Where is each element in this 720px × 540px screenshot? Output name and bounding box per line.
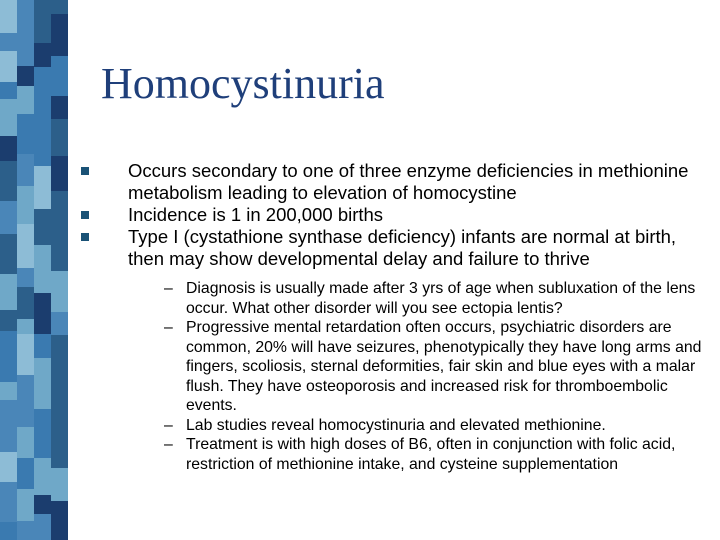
stripe-block [17,287,34,319]
stripe-block [51,0,68,14]
stripe-block [34,43,51,67]
stripe-block [34,426,51,458]
bullet-item [80,204,710,226]
stripe-block [17,31,34,66]
sub-bullet-item [80,435,710,474]
stripe-block [34,409,51,426]
stripe-block [51,515,68,540]
stripe-block [51,156,68,191]
stripe-block [17,131,34,154]
stripe-block [34,0,51,43]
dash-bullet-icon: – [164,319,173,336]
stripe-block [0,382,17,400]
slide-body [80,160,710,474]
stripe-block [17,334,34,375]
stripe-block [0,136,17,161]
stripe-block [34,166,51,209]
stripe-block [17,224,34,268]
stripe-block [34,271,51,293]
bullet-text: Incidence is 1 in 200,000 births [128,204,384,225]
stripe-block [51,56,68,96]
stripe-block [17,375,34,427]
square-bullet-icon [81,167,89,175]
stripe-block [17,268,34,287]
stripe-block [17,154,34,186]
stripe-block [0,201,17,234]
stripe-block [0,33,17,51]
stripe-block [0,400,17,452]
stripe-block [34,372,51,409]
square-bullet-icon [81,233,89,241]
stripe-block [34,495,51,514]
bullet-item [80,226,710,270]
stripe-block [51,14,68,56]
stripe-block [0,522,17,540]
square-bullet-icon [81,211,89,219]
stripe-block [17,319,34,334]
stripe-block [34,514,51,540]
stripe-block [0,310,17,331]
stripe-block [17,186,34,224]
stripe-block [34,293,51,334]
stripe-block [17,66,34,86]
stripe-block [34,115,51,166]
dash-bullet-icon: – [164,416,173,434]
sub-bullet-item [80,416,710,436]
stripe-block [51,238,68,271]
sub-bullet-text: Progressive mental retardation often occurs, psychiatric disorders are common, 20% will have seizures, phenotypically they have long arms and fingers, scoliosis, sternal deformities, fair skin and blue eyes with a malar flush. They have osteoporosis and increased risk for thromboembolic events. [186,319,702,414]
stripe-block [51,335,68,380]
sub-bullet-item [80,318,710,416]
bullet-item [80,160,710,204]
stripe-block [51,271,68,296]
stripe-block [17,427,34,458]
stripe-block [0,274,17,310]
slide-title: Homocystinuria [101,59,385,108]
decorative-stripe-bar [0,0,68,540]
stripe-block [34,334,51,358]
stripe-block [51,468,68,501]
stripe-block [17,458,34,489]
stripe-block [0,234,17,274]
stripe-block [0,331,17,382]
stripe-block [51,380,68,400]
stripe-block [17,114,34,131]
bullet-text: Occurs secondary to one of three enzyme deficiencies in methionine metabolism leading to elevation of homocystine [128,160,689,203]
stripe-block [0,82,17,99]
stripe-block [34,67,51,115]
stripe-block [0,0,17,33]
stripe-block [51,96,68,119]
stripe-block [51,501,68,515]
stripe-block [51,312,68,335]
stripe-block [51,119,68,139]
stripe-block [0,482,17,522]
stripe-block [34,245,51,271]
sub-bullet-item [80,279,710,318]
stripe-block [0,452,17,482]
sub-bullet-text: Lab studies reveal homocystinuria and elevated methionine. [186,416,606,434]
stripe-block [51,400,68,438]
stripe-block [51,296,68,312]
stripe-block [0,99,17,136]
dash-bullet-icon: – [164,280,173,297]
stripe-block [17,521,34,540]
stripe-block [0,51,17,82]
stripe-block [51,191,68,238]
sub-bullet-text: Diagnosis is usually made after 3 yrs of age when subluxation of the lens occur. What other disorder will you see ectopia lentis? [186,280,696,317]
stripe-block [17,86,34,114]
bullet-text: Type I (cystathione synthase deficiency) infants are normal at birth, then may show developmental delay and failure to thrive [128,226,677,269]
stripe-block [51,139,68,156]
stripe-block [0,161,17,201]
dash-bullet-icon: – [164,436,173,453]
stripe-block [34,209,51,245]
stripe-block [51,438,68,468]
stripe-block [17,489,34,521]
stripe-block [34,458,51,495]
stripe-block [34,358,51,372]
stripe-block [17,0,34,31]
sub-bullet-text: Treatment is with high doses of B6, often in conjunction with folic acid, restriction of methionine intake, and cysteine supplementation [186,436,676,473]
